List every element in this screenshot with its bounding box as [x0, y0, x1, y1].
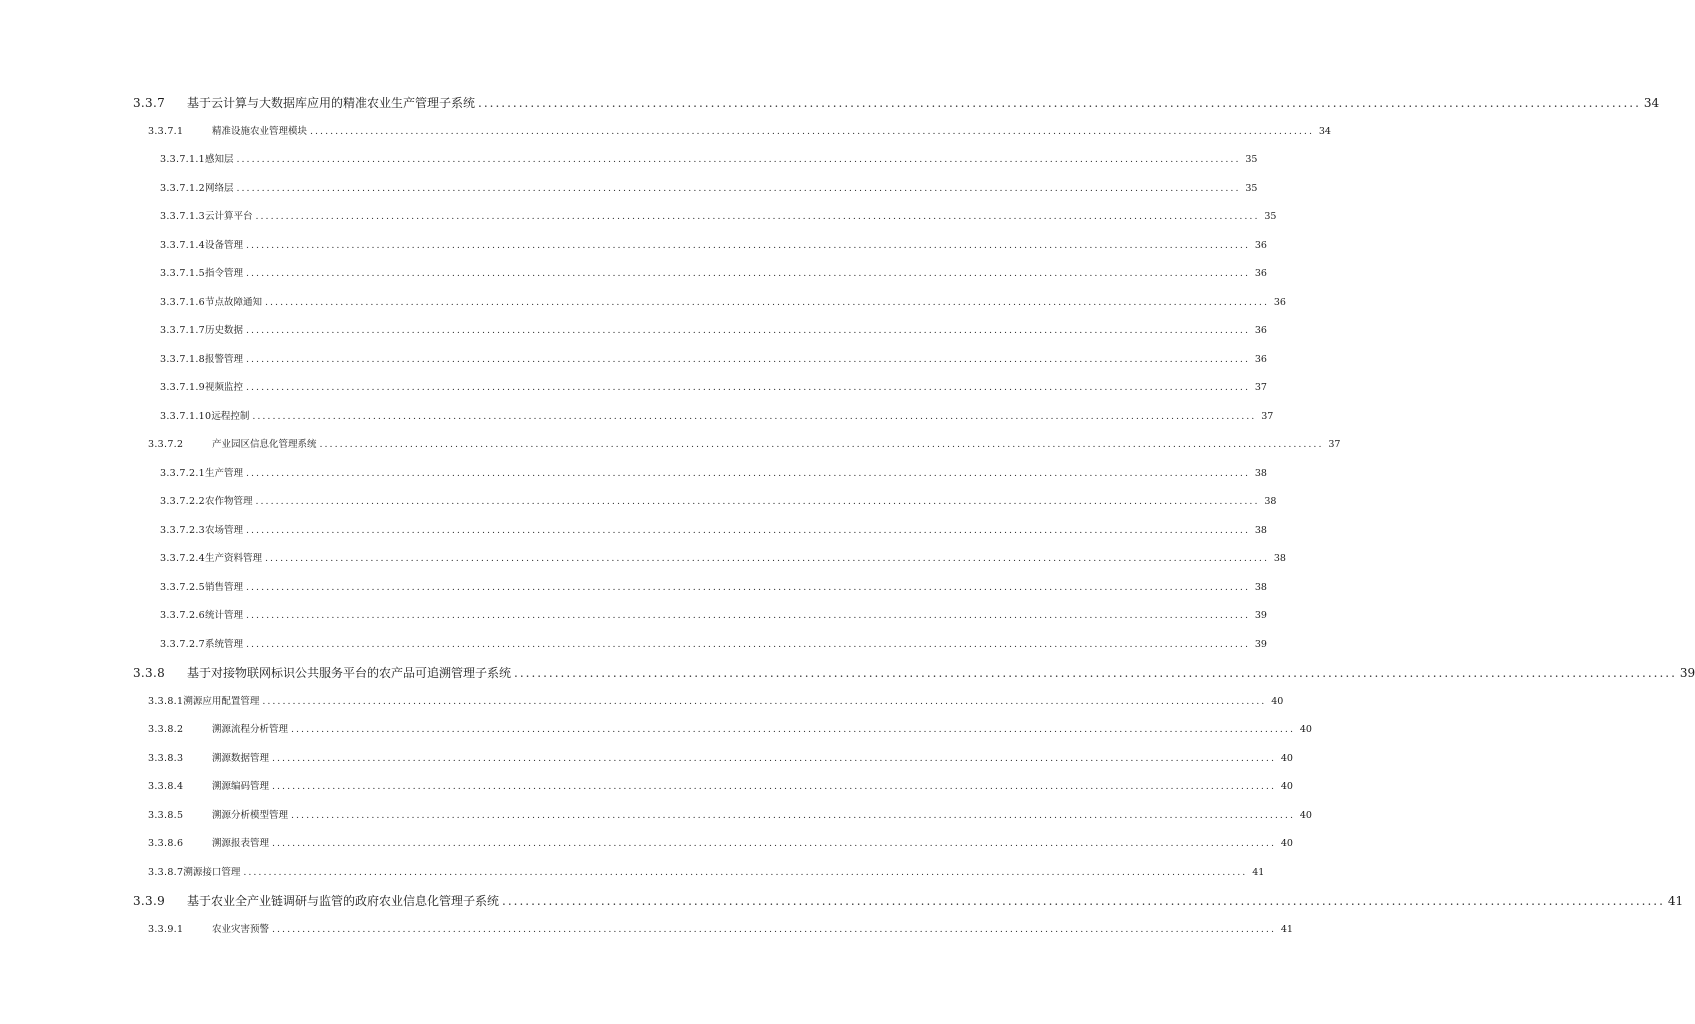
toc-entry-number: 3.3.7.1.9 — [160, 382, 205, 393]
toc-entry-title: 精准设施农业管理模块 — [212, 126, 308, 137]
toc-dot-leader: ........................................................................................................................................................................................................ — [246, 582, 1250, 593]
toc-entry-page-number: 36 — [1273, 297, 1286, 308]
toc-entry-page-number: 41 — [1667, 894, 1684, 908]
toc-entry-title: 统计管理 — [205, 610, 244, 621]
toc-dot-leader: ........................................................................................................................................................................................................ — [243, 867, 1248, 878]
toc-dot-leader: ........................................................................................................................................................................................................ — [246, 325, 1250, 336]
toc-entry-title: 视频监控 — [205, 382, 244, 393]
toc-entry-title: 产业园区信息化管理系统 — [212, 439, 317, 450]
toc-entry-number: 3.3.7.1.10 — [160, 411, 212, 422]
toc-entry-title: 基于对接物联网标识公共服务平台的农产品可追溯管理子系统 — [187, 666, 512, 680]
toc-dot-leader: ........................................................................................................................................................................................................ — [236, 154, 1241, 165]
toc-dot-leader: ........................................................................................................................................................................................................ — [236, 183, 1241, 194]
toc-entry-page-number: 39 — [1254, 610, 1267, 621]
toc-dot-leader: ........................................................................................................................................................................................................ — [291, 810, 1295, 821]
toc-entry-number: 3.3.7.2.4 — [160, 553, 205, 564]
toc-entry-page-number: 40 — [1299, 810, 1312, 821]
toc-entry[interactable] — [148, 124, 1331, 140]
toc-dot-leader: ........................................................................................................................................................................................................ — [246, 354, 1250, 365]
toc-entry-number: 3.3.8.2 — [148, 724, 184, 735]
toc-dot-leader: ........................................................................................................................................................................................................ — [319, 439, 1324, 450]
toc-entry-page-number: 36 — [1254, 268, 1267, 279]
toc-dot-leader: ........................................................................................................................................................................................................ — [246, 268, 1250, 279]
toc-entry[interactable] — [133, 665, 1695, 681]
toc-entry[interactable] — [160, 295, 1286, 311]
toc-entry[interactable] — [148, 808, 1312, 824]
toc-entry-page-number: 35 — [1245, 183, 1258, 194]
toc-entry-page-number: 35 — [1264, 211, 1277, 222]
toc-entry[interactable] — [160, 466, 1267, 482]
toc-entry-number: 3.3.7.1.2 — [160, 183, 205, 194]
toc-entry-number: 3.3.7.1.6 — [160, 297, 205, 308]
toc-entry-page-number: 38 — [1273, 553, 1286, 564]
toc-dot-leader: ........................................................................................................................................................................................................ — [255, 496, 1260, 507]
toc-entry-number: 3.3.8.6 — [148, 838, 184, 849]
toc-dot-leader: ........................................................................................................................................................................................................ — [272, 753, 1276, 764]
toc-entry[interactable] — [148, 751, 1293, 767]
toc-entry-title: 溯源流程分析管理 — [212, 724, 289, 735]
toc-entry[interactable] — [148, 836, 1293, 852]
toc-entry[interactable] — [148, 694, 1284, 710]
toc-entry-title: 溯源分析模型管理 — [212, 810, 289, 821]
toc-entry-number: 3.3.7.1.7 — [160, 325, 205, 336]
toc-entry-page-number: 40 — [1280, 753, 1293, 764]
toc-entry-number: 3.3.8.4 — [148, 781, 184, 792]
toc-entry-title: 远程控制 — [211, 411, 250, 422]
toc-entry-number: 3.3.7 — [133, 96, 166, 110]
toc-dot-leader: ........................................................................................................................................................................................................ — [246, 610, 1250, 621]
toc-entry-page-number: 39 — [1254, 639, 1267, 650]
toc-entry-page-number: 38 — [1264, 496, 1277, 507]
toc-entry-number: 3.3.7.2.3 — [160, 525, 205, 536]
toc-entry-page-number: 39 — [1679, 666, 1695, 680]
toc-entry[interactable] — [160, 409, 1274, 425]
toc-entry-title: 溯源应用配置管理 — [183, 696, 260, 707]
toc-dot-leader: ........................................................................................................................................................................................................ — [502, 894, 1665, 908]
toc-entry[interactable] — [160, 352, 1267, 368]
toc-entry-number: 3.3.8.5 — [148, 810, 184, 821]
toc-entry-title: 生产管理 — [205, 468, 244, 479]
toc-entry-title: 节点故障通知 — [205, 297, 263, 308]
toc-dot-leader: ........................................................................................................................................................................................................ — [262, 696, 1267, 707]
toc-entry-number: 3.3.7.2.6 — [160, 610, 205, 621]
toc-entry[interactable] — [148, 722, 1312, 738]
toc-entry[interactable] — [133, 95, 1660, 111]
toc-entry-title: 基于农业全产业链调研与监管的政府农业信息化管理子系统 — [187, 894, 500, 908]
toc-entry-page-number: 38 — [1254, 468, 1267, 479]
toc-entry-page-number: 34 — [1318, 126, 1331, 137]
toc-entry-page-number: 40 — [1271, 696, 1284, 707]
toc-dot-leader: ........................................................................................................................................................................................................ — [265, 297, 1269, 308]
toc-entry-number: 3.3.9.1 — [148, 924, 184, 935]
toc-entry-number: 3.3.7.1.4 — [160, 240, 205, 251]
toc-entry[interactable] — [160, 209, 1277, 225]
toc-entry-title: 农作物管理 — [205, 496, 253, 507]
toc-entry-title: 网络层 — [205, 183, 234, 194]
toc-dot-leader: ........................................................................................................................................................................................................ — [514, 666, 1677, 680]
toc-entry[interactable] — [160, 551, 1286, 567]
toc-entry[interactable] — [160, 266, 1267, 282]
toc-dot-leader: ........................................................................................................................................................................................................ — [291, 724, 1295, 735]
toc-entry-page-number: 34 — [1643, 96, 1660, 110]
toc-entry-title: 生产资料管理 — [205, 553, 263, 564]
toc-entry-page-number: 37 — [1254, 382, 1267, 393]
toc-entry[interactable] — [133, 893, 1684, 909]
toc-entry-number: 3.3.7.2.7 — [160, 639, 205, 650]
toc-entry[interactable] — [160, 580, 1267, 596]
toc-entry-number: 3.3.8.3 — [148, 753, 184, 764]
toc-entry[interactable] — [160, 637, 1267, 653]
toc-entry-title: 农场管理 — [205, 525, 244, 536]
toc-entry-page-number: 36 — [1254, 354, 1267, 365]
toc-dot-leader: ........................................................................................................................................................................................................ — [272, 838, 1276, 849]
toc-dot-leader: ........................................................................................................................................................................................................ — [272, 924, 1276, 935]
toc-entry-page-number: 40 — [1299, 724, 1312, 735]
toc-entry[interactable] — [160, 523, 1267, 539]
toc-entry-title: 溯源报表管理 — [212, 838, 270, 849]
toc-dot-leader: ........................................................................................................................................................................................................ — [246, 639, 1250, 650]
toc-entry-number: 3.3.7.2.2 — [160, 496, 205, 507]
toc-entry-number: 3.3.7.1.5 — [160, 268, 205, 279]
toc-entry-title: 农业灾害预警 — [212, 924, 270, 935]
toc-dot-leader: ........................................................................................................................................................................................................ — [246, 468, 1250, 479]
toc-dot-leader: ........................................................................................................................................................................................................ — [265, 553, 1269, 564]
toc-entry[interactable] — [148, 437, 1341, 453]
toc-entry-title: 溯源数据管理 — [212, 753, 270, 764]
toc-entry-title: 销售管理 — [205, 582, 244, 593]
toc-entry-number: 3.3.7.2.5 — [160, 582, 205, 593]
toc-entry-title: 云计算平台 — [205, 211, 253, 222]
toc-entry-number: 3.3.7.2.1 — [160, 468, 205, 479]
toc-entry-page-number: 37 — [1261, 411, 1274, 422]
toc-entry[interactable] — [148, 779, 1293, 795]
toc-entry-number: 3.3.8.1 — [148, 696, 184, 707]
toc-entry[interactable] — [160, 181, 1258, 197]
toc-dot-leader: ........................................................................................................................................................................................................ — [252, 411, 1257, 422]
toc-entry[interactable] — [148, 922, 1293, 938]
toc-entry-title: 设备管理 — [205, 240, 244, 251]
toc-entry-title: 溯源编码管理 — [212, 781, 270, 792]
toc-entry-number: 3.3.7.1 — [148, 126, 184, 137]
toc-entry-page-number: 38 — [1254, 525, 1267, 536]
toc-entry-number: 3.3.8.7 — [148, 867, 184, 878]
toc-dot-leader: ........................................................................................................................................................................................................ — [478, 96, 1641, 110]
toc-entry-title: 感知层 — [205, 154, 234, 165]
toc-dot-leader: ........................................................................................................................................................................................................ — [246, 240, 1250, 251]
toc-entry-page-number: 41 — [1280, 924, 1293, 935]
toc-entry-title: 指令管理 — [205, 268, 244, 279]
toc-entry-number: 3.3.7.2 — [148, 439, 184, 450]
toc-entry-page-number: 36 — [1254, 325, 1267, 336]
toc-entry-title: 溯源接口管理 — [183, 867, 241, 878]
toc-entry-number: 3.3.7.1.3 — [160, 211, 205, 222]
toc-entry-title: 基于云计算与大数据库应用的精准农业生产管理子系统 — [187, 96, 476, 110]
toc-dot-leader: ........................................................................................................................................................................................................ — [310, 126, 1314, 137]
toc-entry-page-number: 40 — [1280, 838, 1293, 849]
toc-entry-page-number: 38 — [1254, 582, 1267, 593]
toc-dot-leader: ........................................................................................................................................................................................................ — [255, 211, 1260, 222]
toc-entry-number: 3.3.7.1.8 — [160, 354, 205, 365]
toc-dot-leader: ........................................................................................................................................................................................................ — [272, 781, 1276, 792]
toc-dot-leader: ........................................................................................................................................................................................................ — [246, 525, 1250, 536]
toc-entry[interactable] — [160, 238, 1267, 254]
toc-dot-leader: ........................................................................................................................................................................................................ — [246, 382, 1250, 393]
toc-entry[interactable] — [160, 494, 1277, 510]
toc-entry[interactable] — [160, 152, 1258, 168]
toc-entry-title: 历史数据 — [205, 325, 244, 336]
toc-entry-page-number: 35 — [1245, 154, 1258, 165]
toc-entry-number: 3.3.7.1.1 — [160, 154, 205, 165]
toc-entry[interactable] — [148, 865, 1265, 881]
toc-entry-page-number: 37 — [1328, 439, 1341, 450]
toc-entry[interactable] — [160, 608, 1267, 624]
toc-entry[interactable] — [160, 380, 1267, 396]
toc-entry-page-number: 36 — [1254, 240, 1267, 251]
toc-entry-number: 3.3.9 — [133, 894, 166, 908]
toc-entry-number: 3.3.8 — [133, 666, 166, 680]
toc-entry-title: 报警管理 — [205, 354, 244, 365]
toc-entry[interactable] — [160, 323, 1267, 339]
toc-entry-title: 系统管理 — [205, 639, 244, 650]
toc-entry-page-number: 41 — [1252, 867, 1265, 878]
toc-entry-page-number: 40 — [1280, 781, 1293, 792]
